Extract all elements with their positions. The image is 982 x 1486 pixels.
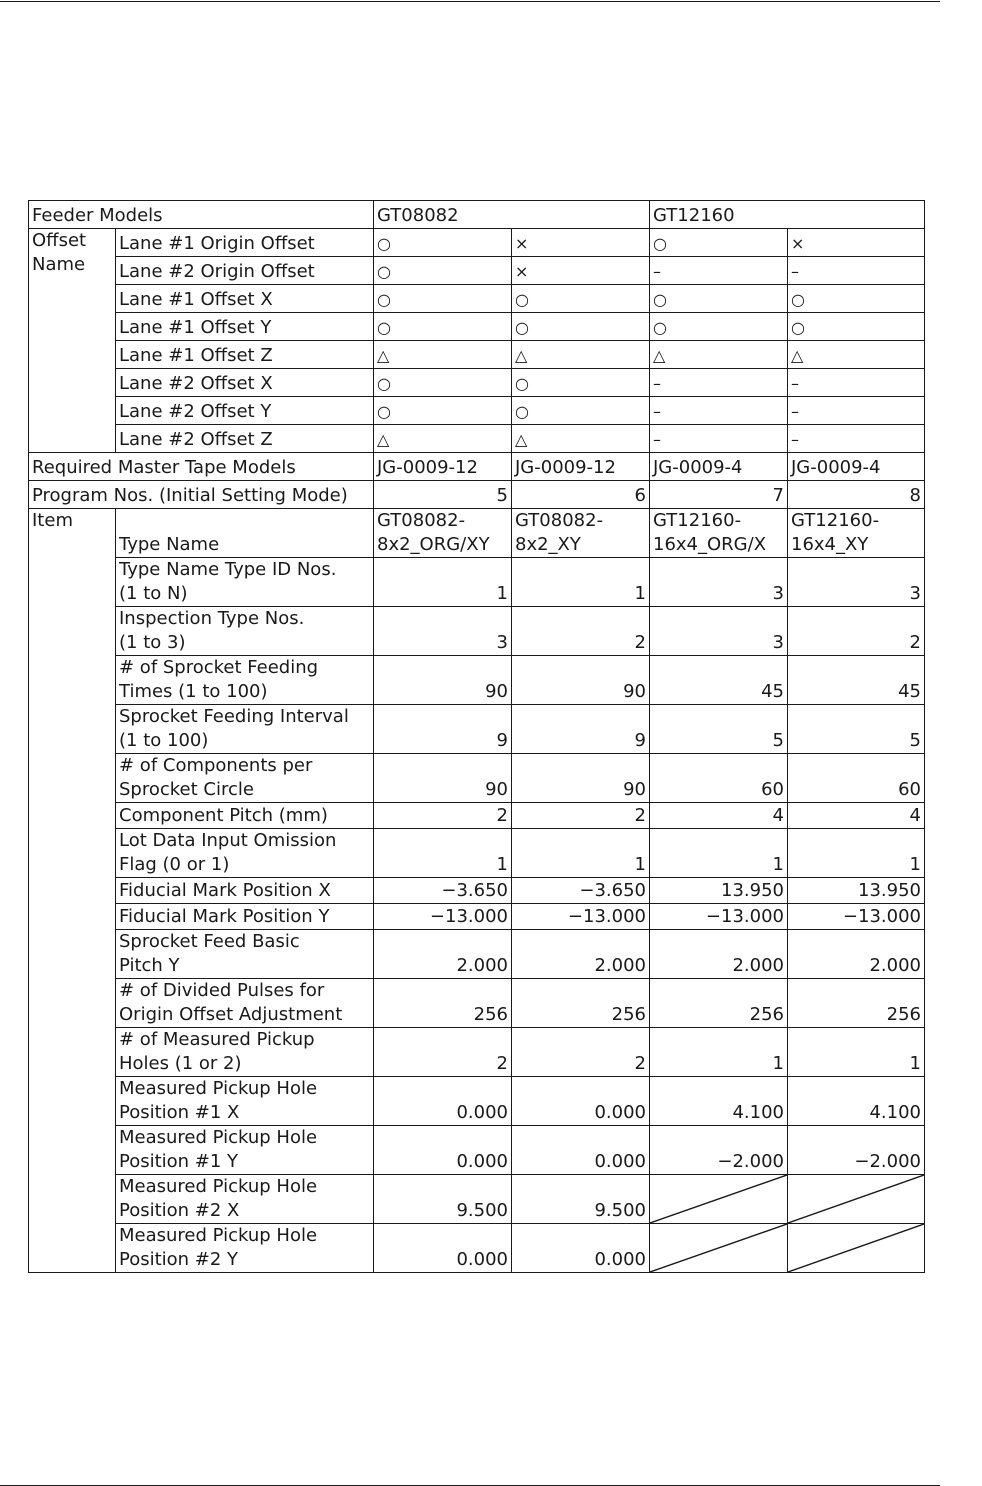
item-value-cell: 90 (374, 656, 512, 705)
item-row (29, 1077, 925, 1126)
offset-symbol-cell: ○ (512, 313, 650, 341)
type-name-cell: GT12160- 16x4_XY (788, 509, 925, 558)
item-value-cell: 90 (512, 656, 650, 705)
item-value-cell: 3 (650, 607, 788, 656)
diagonal-slash-icon (788, 1175, 924, 1223)
program-number-cell: 5 (374, 481, 512, 509)
not-applicable-cell (788, 1175, 925, 1224)
item-name: Measured Pickup Hole Position #2 X (116, 1175, 374, 1224)
offset-symbol-cell: △ (512, 425, 650, 453)
not-applicable-cell (788, 1224, 925, 1273)
item-value-cell: 1 (788, 829, 925, 878)
item-name: Fiducial Mark Position Y (116, 904, 374, 930)
item-value-cell: 4 (650, 803, 788, 829)
item-value-cell: 2.000 (512, 930, 650, 979)
item-value-cell: 90 (374, 754, 512, 803)
item-value-cell: 0.000 (512, 1224, 650, 1273)
offset-symbol-cell: ○ (374, 313, 512, 341)
offset-row (29, 313, 925, 341)
item-value-cell: −13.000 (374, 904, 512, 930)
feeder-models-row (29, 201, 925, 229)
program-number-cell: 7 (650, 481, 788, 509)
offset-symbol-cell: × (788, 229, 925, 257)
item-name: Inspection Type Nos. (1 to 3) (116, 607, 374, 656)
item-row (29, 607, 925, 656)
feeder-models-label: Feeder Models (29, 201, 374, 229)
item-name: # of Divided Pulses for Origin Offset Adjustment (116, 979, 374, 1028)
not-applicable-cell (650, 1175, 788, 1224)
master-tape-row (29, 453, 925, 481)
item-value-cell: 1 (374, 558, 512, 607)
item-row (29, 829, 925, 878)
item-row (29, 1175, 925, 1224)
item-value-cell: 3 (650, 558, 788, 607)
item-value-cell: 3 (374, 607, 512, 656)
offset-symbol-cell: △ (788, 341, 925, 369)
item-value-cell: 1 (788, 1028, 925, 1077)
item-name: # of Sprocket Feeding Times (1 to 100) (116, 656, 374, 705)
item-value-cell: 2 (512, 607, 650, 656)
item-value-cell: 45 (788, 656, 925, 705)
item-name: Type Name Type ID Nos. (1 to N) (116, 558, 374, 607)
item-value-cell: 0.000 (512, 1126, 650, 1175)
master-tape-cell: JG-0009-12 (374, 453, 512, 481)
item-row (29, 930, 925, 979)
offset-row (29, 257, 925, 285)
item-value-cell: −3.650 (374, 878, 512, 904)
offset-name: Lane #1 Offset Z (116, 341, 374, 369)
program-number-cell: 6 (512, 481, 650, 509)
item-value-cell: 2 (374, 803, 512, 829)
item-value-cell: 60 (650, 754, 788, 803)
offset-symbol-cell: ○ (788, 313, 925, 341)
offset-symbol-cell: × (512, 229, 650, 257)
item-value-cell: 13.950 (650, 878, 788, 904)
item-value-cell: 5 (788, 705, 925, 754)
table-body (29, 201, 925, 1273)
item-value-cell: 2.000 (788, 930, 925, 979)
type-name-label: Type Name (116, 509, 374, 558)
diagonal-slash-icon (650, 1224, 787, 1272)
offset-name: Lane #2 Offset Y (116, 397, 374, 425)
item-name: Fiducial Mark Position X (116, 878, 374, 904)
offset-symbol-cell: △ (512, 341, 650, 369)
item-name: Sprocket Feeding Interval (1 to 100) (116, 705, 374, 754)
offset-symbol-cell: ○ (374, 397, 512, 425)
item-row (29, 1224, 925, 1273)
offset-name: Lane #1 Origin Offset (116, 229, 374, 257)
offset-symbol-cell: ○ (512, 369, 650, 397)
item-value-cell: 0.000 (512, 1077, 650, 1126)
item-name: Measured Pickup Hole Position #1 Y (116, 1126, 374, 1175)
offset-symbol-cell: △ (374, 425, 512, 453)
item-value-cell: 2.000 (650, 930, 788, 979)
offset-row (29, 425, 925, 453)
type-name-cell: GT12160- 16x4_ORG/X (650, 509, 788, 558)
offset-name: Lane #2 Origin Offset (116, 257, 374, 285)
item-value-cell: 256 (650, 979, 788, 1028)
item-value-cell: 9.500 (374, 1175, 512, 1224)
item-value-cell: −2.000 (788, 1126, 925, 1175)
item-row (29, 803, 925, 829)
offset-symbol-cell: ○ (788, 285, 925, 313)
item-value-cell: 2 (512, 803, 650, 829)
diagonal-slash-icon (650, 1175, 787, 1223)
offset-row (29, 369, 925, 397)
offset-row (29, 341, 925, 369)
item-value-cell: 90 (512, 754, 650, 803)
feeder-spec-table (28, 200, 925, 1273)
item-value-cell: 256 (512, 979, 650, 1028)
offset-symbol-cell: – (788, 369, 925, 397)
item-row (29, 878, 925, 904)
item-value-cell: 3 (788, 558, 925, 607)
item-row (29, 979, 925, 1028)
item-row (29, 1028, 925, 1077)
item-value-cell: −3.650 (512, 878, 650, 904)
item-value-cell: 13.950 (788, 878, 925, 904)
item-value-cell: 2 (788, 607, 925, 656)
offset-row (29, 397, 925, 425)
offset-symbol-cell: – (650, 425, 788, 453)
offset-symbol-cell: ○ (650, 285, 788, 313)
master-tape-label: Required Master Tape Models (29, 453, 374, 481)
offset-symbol-cell: ○ (512, 397, 650, 425)
diagonal-slash-icon (788, 1224, 924, 1272)
master-tape-cell: JG-0009-4 (650, 453, 788, 481)
item-value-cell: 1 (512, 829, 650, 878)
offset-symbol-cell: ○ (374, 369, 512, 397)
offset-symbol-cell: ○ (374, 229, 512, 257)
offset-name: Lane #1 Offset Y (116, 313, 374, 341)
item-value-cell: −13.000 (512, 904, 650, 930)
item-name: Sprocket Feed Basic Pitch Y (116, 930, 374, 979)
offset-symbol-cell: ○ (374, 257, 512, 285)
item-value-cell: 1 (512, 558, 650, 607)
offset-symbol-cell: ○ (512, 285, 650, 313)
offset-symbol-cell: – (788, 425, 925, 453)
item-name: Measured Pickup Hole Position #2 Y (116, 1224, 374, 1273)
offset-symbol-cell: × (512, 257, 650, 285)
offset-symbol-cell: ○ (650, 313, 788, 341)
item-value-cell: 0.000 (374, 1126, 512, 1175)
item-value-cell: 45 (650, 656, 788, 705)
offset-symbol-cell: ○ (650, 229, 788, 257)
item-value-cell: 9 (512, 705, 650, 754)
offset-name: Lane #2 Offset X (116, 369, 374, 397)
item-value-cell: 2 (374, 1028, 512, 1077)
item-value-cell: 0.000 (374, 1077, 512, 1126)
item-name: Measured Pickup Hole Position #1 X (116, 1077, 374, 1126)
item-row (29, 754, 925, 803)
item-row (29, 558, 925, 607)
master-tape-cell: JG-0009-12 (512, 453, 650, 481)
offset-symbol-cell: – (650, 369, 788, 397)
header-rule (0, 1, 940, 2)
not-applicable-cell (650, 1224, 788, 1273)
item-row (29, 904, 925, 930)
program-label: Program Nos. (Initial Setting Mode) (29, 481, 374, 509)
item-value-cell: 1 (650, 1028, 788, 1077)
item-value-cell: 4.100 (788, 1077, 925, 1126)
item-value-cell: 1 (374, 829, 512, 878)
item-value-cell: 9.500 (512, 1175, 650, 1224)
item-value-cell: 5 (650, 705, 788, 754)
item-label: Item (29, 509, 116, 1273)
program-row (29, 481, 925, 509)
offset-row (29, 285, 925, 313)
item-value-cell: 2 (512, 1028, 650, 1077)
offset-symbol-cell: ○ (374, 285, 512, 313)
offset-symbol-cell: – (650, 397, 788, 425)
item-value-cell: 4 (788, 803, 925, 829)
feeder-model-header: GT08082 (374, 201, 650, 229)
item-name: # of Measured Pickup Holes (1 or 2) (116, 1028, 374, 1077)
item-value-cell: 256 (374, 979, 512, 1028)
item-name: Lot Data Input Omission Flag (0 or 1) (116, 829, 374, 878)
offset-symbol-cell: △ (374, 341, 512, 369)
type-name-cell: GT08082- 8x2_XY (512, 509, 650, 558)
item-row (29, 1126, 925, 1175)
item-name: # of Components per Sprocket Circle (116, 754, 374, 803)
offset-name-label: Offset Name (29, 229, 116, 453)
offset-name: Lane #2 Offset Z (116, 425, 374, 453)
item-row (29, 656, 925, 705)
item-value-cell: −2.000 (650, 1126, 788, 1175)
feeder-model-header: GT12160 (650, 201, 925, 229)
offset-row (29, 229, 925, 257)
item-value-cell: 0.000 (374, 1224, 512, 1273)
master-tape-cell: JG-0009-4 (788, 453, 925, 481)
item-value-cell: 60 (788, 754, 925, 803)
offset-name: Lane #1 Offset X (116, 285, 374, 313)
program-number-cell: 8 (788, 481, 925, 509)
item-value-cell: −13.000 (788, 904, 925, 930)
item-value-cell: 256 (788, 979, 925, 1028)
item-value-cell: 1 (650, 829, 788, 878)
offset-symbol-cell: – (788, 397, 925, 425)
item-value-cell: 9 (374, 705, 512, 754)
type-name-cell: GT08082- 8x2_ORG/XY (374, 509, 512, 558)
offset-symbol-cell: △ (650, 341, 788, 369)
item-row (29, 705, 925, 754)
item-value-cell: −13.000 (650, 904, 788, 930)
type-name-row (29, 509, 925, 558)
item-value-cell: 2.000 (374, 930, 512, 979)
item-name: Component Pitch (mm) (116, 803, 374, 829)
offset-symbol-cell: – (788, 257, 925, 285)
item-value-cell: 4.100 (650, 1077, 788, 1126)
offset-symbol-cell: – (650, 257, 788, 285)
